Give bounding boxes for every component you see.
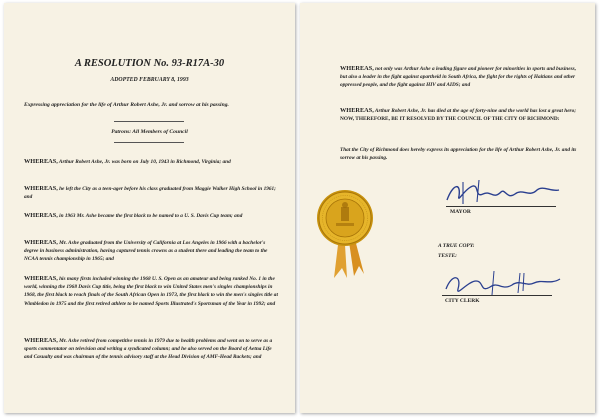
signature-line bbox=[442, 295, 552, 296]
whereas-clause bbox=[340, 65, 578, 90]
clause-keyword: WHEREAS, bbox=[24, 158, 58, 165]
resolved-statement: NOW, THEREFORE, BE IT RESOLVED BY THE COUNCIL OF THE CITY OF RICHMOND: bbox=[340, 116, 560, 123]
clause-text: his many firsts included winning the 1968 U. S. Open as an amateur and being ranked No. 1 in the world, winning the 1968 Davis Cup title, being the first black to win United States men's singles championships in 1968, the first black to reach finals of the South African Open in 1973, the first black to win the men's singles title at Wimbledon in 1975 and the first retired athlete to be named Sports Illustrated's Sportsman of the Year in 1992; and bbox=[24, 276, 278, 307]
clause-text: Arthur Robert Ashe, Jr. has died at the age of forty-nine and the world has lost a great hero; bbox=[373, 108, 577, 114]
resolution-page-right bbox=[300, 3, 595, 413]
separator-line bbox=[114, 142, 184, 143]
true-copy-label: A TRUE COPY: bbox=[438, 243, 475, 249]
resolution-purpose: Expressing appreciation for the life of Arthur Robert Ashe, Jr. and sorrow at his passing. bbox=[24, 102, 229, 108]
whereas-clause bbox=[24, 275, 279, 308]
whereas-clause bbox=[340, 107, 578, 123]
clause-text: Arthur Robert Ashe, Jr. was born on July 10, 1943 in Richmond, Virginia; and bbox=[57, 159, 231, 165]
teste-label: TESTE: bbox=[438, 253, 457, 259]
clause-keyword: WHEREAS, bbox=[340, 65, 374, 72]
clause-text: That the City of Richmond does hereby express its appreciation for the life of Arthur Robert Ashe, Jr. and its sorrow at his passing. bbox=[340, 147, 577, 162]
clause-keyword: WHEREAS, bbox=[24, 212, 58, 219]
clause-text: he left the City as a teen-ager before his class graduated from Maggie Walker High School in 1961; and bbox=[24, 186, 276, 201]
resolution-page-left bbox=[4, 3, 295, 413]
separator-line bbox=[114, 121, 184, 122]
whereas-clause bbox=[24, 337, 279, 362]
signature-line bbox=[446, 206, 556, 207]
resolution-title: A RESOLUTION No. 93-R17A-30 bbox=[74, 58, 225, 69]
clause-text: Mr. Ashe retired from competitive tennis in 1979 due to health problems and went on to serve as a sports commentator on television and writing a syndicated column; and he also served on the Board of Aetna Life and Casualty and was chairman of the tennis advisory staff at the Head Division of AMF-Head Rackets; and bbox=[24, 338, 273, 361]
whereas-clause bbox=[24, 239, 279, 264]
whereas-clause bbox=[24, 158, 279, 166]
clause-keyword: WHEREAS, bbox=[24, 239, 58, 246]
resolution-statement bbox=[340, 146, 578, 162]
mayor-signature-icon bbox=[443, 176, 563, 210]
adoption-date: ADOPTED FEBRUARY 8, 1993 bbox=[110, 77, 189, 83]
clause-text: Mr. Ashe graduated from the University of California at Los Angeles in 1966 with a bachelor's degree in business administration, having captured tennis crowns as a student there and leading the team to the NCAA tennis championship in 1965; and bbox=[24, 240, 268, 263]
mayor-label: MAYOR bbox=[450, 209, 471, 215]
patrons-line: Patrons: All Members of Council bbox=[111, 129, 188, 135]
city-clerk-label: CITY CLERK bbox=[445, 298, 480, 304]
clause-text: in 1963 Mr. Ashe became the first black to be named to a U. S. Davis Cup team; and bbox=[57, 213, 243, 219]
clause-keyword: WHEREAS, bbox=[24, 275, 58, 282]
clause-keyword: WHEREAS, bbox=[24, 185, 58, 192]
whereas-clause bbox=[24, 185, 279, 201]
clause-keyword: WHEREAS, bbox=[340, 107, 374, 114]
city-seal-icon bbox=[314, 188, 376, 280]
clause-keyword: WHEREAS, bbox=[24, 337, 58, 344]
clause-text: not only was Arthur Ashe a leading figure and pioneer for minorities in sports and business, but also a leader in the fight against apartheid in South Africa, the fight for the rights of Haitians and other oppressed people, and the fight against HIV and AIDS; and bbox=[340, 66, 577, 89]
whereas-clause bbox=[24, 212, 279, 220]
